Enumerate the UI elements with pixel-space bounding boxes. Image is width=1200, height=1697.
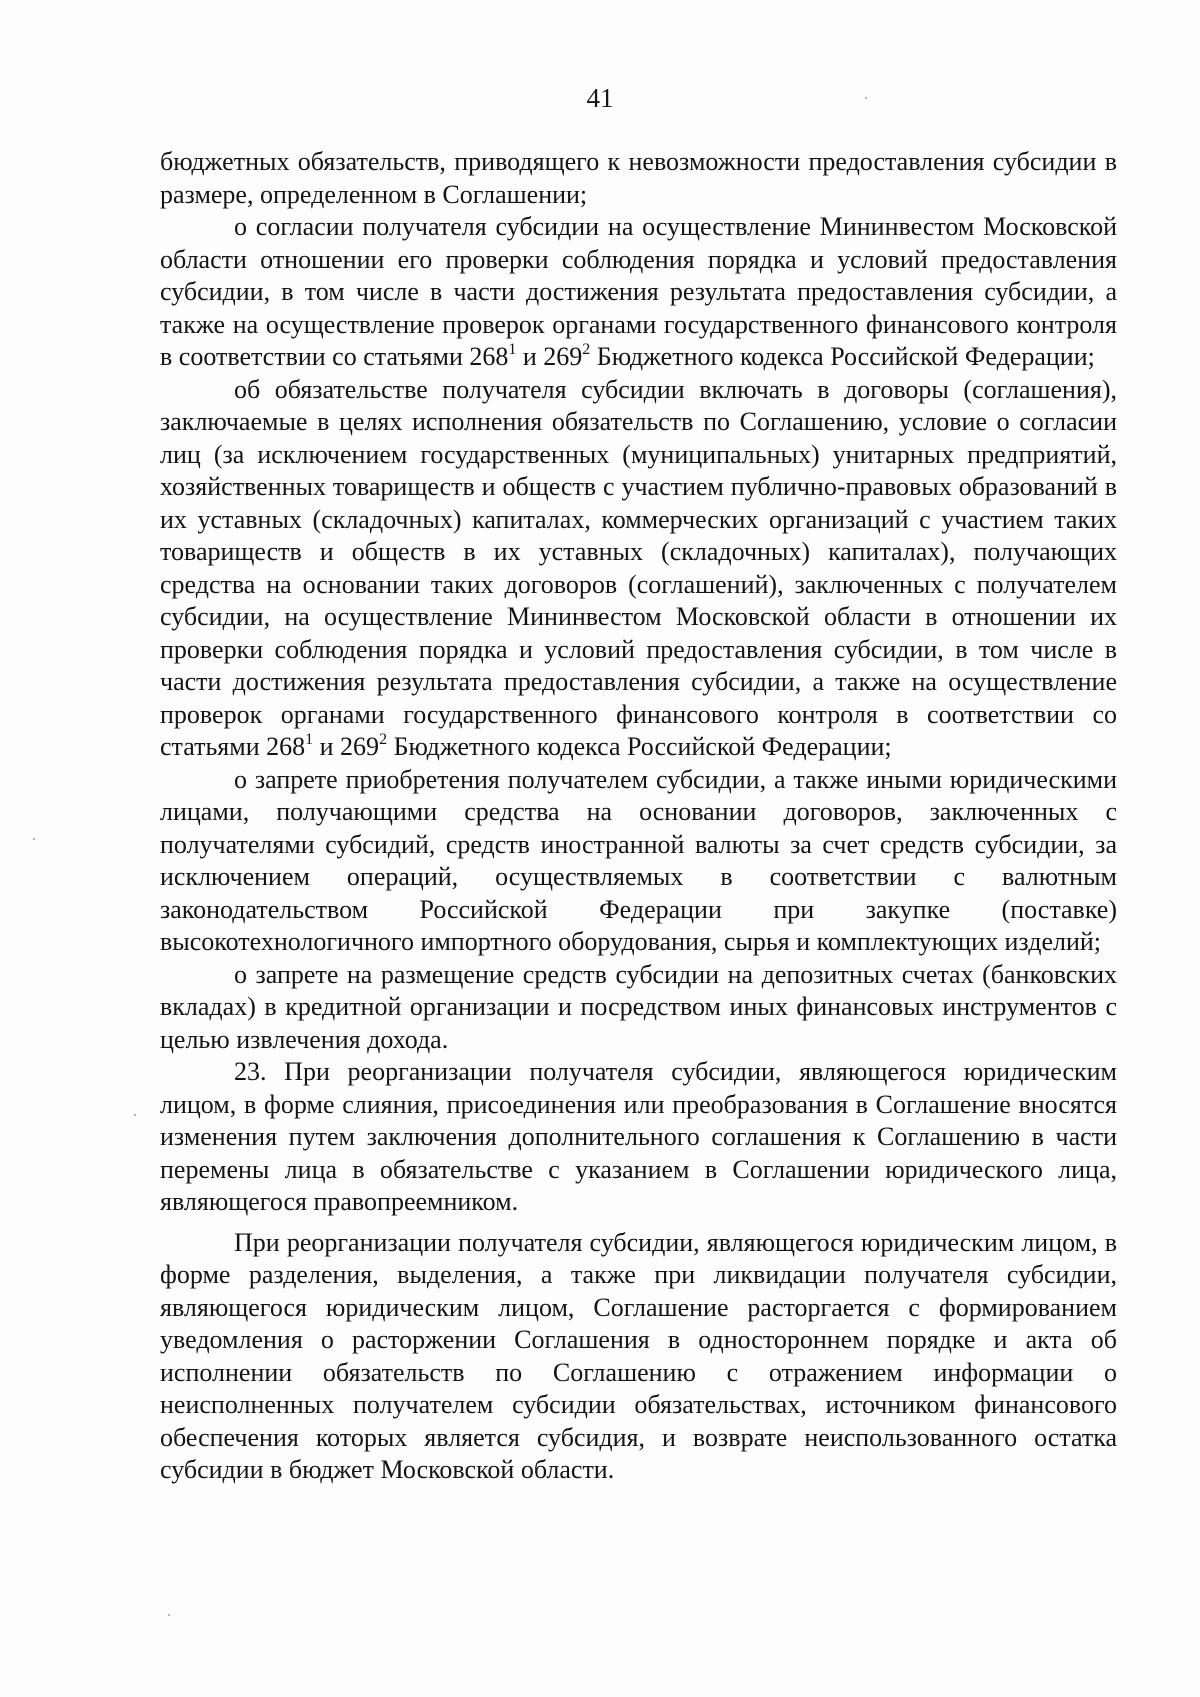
superscript: 2 <box>379 731 388 748</box>
text-run: и 269 <box>313 732 380 761</box>
page-number: 41 <box>586 83 614 113</box>
paragraph-consent-to-inspection <box>160 211 1117 374</box>
scan-speck <box>134 1114 136 1116</box>
text-run: и 269 <box>516 342 583 371</box>
text-run: При реорганизации получателя субсидии, являющегося юридическим лицом, в форме разделения, выделения, а также при ликвидации получателя субсидии, являющегося юридическим лицом, Соглашение расторгается с формированием уведомления о расторжении Соглашения в одностороннем порядке и акта об исполнении обязательств по Соглашению с отражением информации о неисполненных получателем субсидии обязательствах, источником финансового обеспечения которых является субсидия, и возврате неиспользованного остатка субсидии в бюджет Московской области. <box>160 1227 1117 1484</box>
paragraph-contract-obligation <box>160 374 1117 764</box>
text-run: Бюджетного кодекса Российской Федерации; <box>590 342 1095 371</box>
scan-speck <box>33 838 35 840</box>
superscript: 1 <box>305 731 314 748</box>
text-run: 23. При реорганизации получателя субсидии, являющегося юридическим лицом, в форме слияния, присоединения или преобразования в Соглашение вносятся изменения путем заключения дополнительного соглашения к Соглашению в части перемены лица в обязательстве с указанием в Соглашении юридического лица, являющегося правопреемником. <box>160 1057 1117 1216</box>
superscript: 2 <box>582 341 591 358</box>
text-run: о запрете приобретения получателем субсидии, а также иными юридическими лицами, получающими средства на основании договоров, заключенных с получателями субсидий, средств иностранной валюты за счет средств субсидии, за исключением операций, осуществляемых в соответствии с валютным законодательством Российской Федерации при закупке (поставке) высокотехнологичного импортного оборудования, сырья и комплектующих изделий; <box>160 764 1117 956</box>
paragraph-liquidation <box>160 1227 1117 1487</box>
paragraph-budget-obligations <box>160 146 1117 211</box>
text-run: Бюджетного кодекса Российской Федерации; <box>387 732 892 761</box>
text-run: об обязательстве получателя субсидии включать в договоры (соглашения), заключаемые в целях исполнения обязательств по Соглашению, условие о согласии лиц (за исключением государственных (муниципальных) унитарных предприятий, хозяйственных товариществ и обществ с участием публично-правовых образований в их уставных (складочных) капиталах, коммерческих организаций с участием таких товариществ и обществ в их уставных (складочных) капиталах), получающих средства на основании таких договоров (соглашений), заключенных с получателем субсидии, на осуществление Мининвестом Московской области в отношении их проверки соблюдения порядка и условий предоставления субсидии, в том числе в части достижения результата предоставления субсидии, а также на осуществление проверок органами государственного финансового контроля в соответствии со статьями 268 <box>160 374 1117 761</box>
scan-speck <box>168 1614 170 1616</box>
paragraph-deposit-ban <box>160 959 1117 1057</box>
text-run: бюджетных обязательств, приводящего к невозможности предоставления субсидии в размере, определенном в Соглашении; <box>160 147 1117 209</box>
scan-speck <box>865 97 867 99</box>
paragraph-currency-ban <box>160 764 1117 959</box>
superscript: 1 <box>508 341 517 358</box>
text-run: о согласии получателя субсидии на осуществление Мининвестом Московской области отношении его проверки соблюдения порядка и условий предоставления субсидии, в том числе в части достижения результата предоставления субсидии, а также на осуществление проверок органами государственного финансового контроля в соответствии со статьями 268 <box>160 212 1117 371</box>
document-body <box>160 146 1117 1487</box>
paragraph-item-23-reorganization <box>160 1056 1117 1219</box>
text-run: о запрете на размещение средств субсидии на депозитных счетах (банковских вкладах) в кредитной организации и посредством иных финансовых инструментов с целью извлечения дохода. <box>160 959 1117 1054</box>
